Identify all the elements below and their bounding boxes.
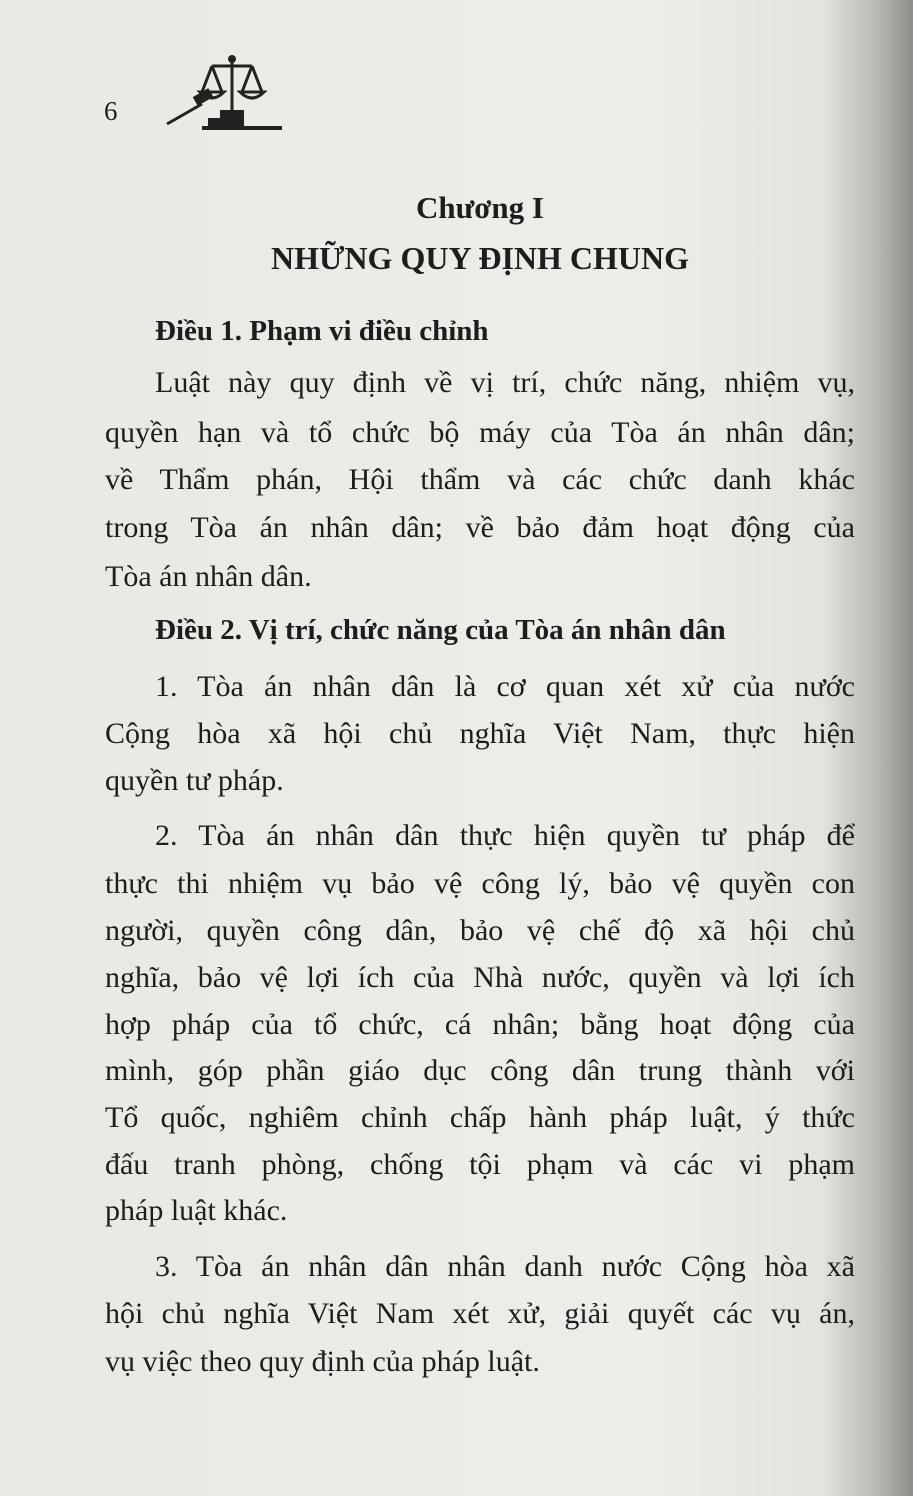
clause-2-line: hợp pháp của tổ chức, cá nhân; bằng hoạt động của xyxy=(105,1008,855,1041)
article-1-line: quyền hạn và tổ chức bộ máy của Tòa án nhân dân; xyxy=(105,416,855,449)
chapter-label: Chương I xyxy=(416,190,544,225)
article-1-line: trong Tòa án nhân dân; về bảo đảm hoạt động của xyxy=(105,511,855,544)
clause-2-line: pháp luật khác. xyxy=(105,1194,288,1227)
clause-3-line: 3. Tòa án nhân dân nhân danh nước Cộng hòa xã xyxy=(155,1250,855,1283)
article-1-line: Luật này quy định về vị trí, chức năng, nhiệm vụ, xyxy=(155,366,855,399)
scales-of-justice-gavel-icon xyxy=(162,52,292,132)
clause-2-line: Tổ quốc, nghiêm chỉnh chấp hành pháp luật, ý thức xyxy=(105,1101,855,1134)
page-number: 6 xyxy=(104,96,118,126)
clause-1-line: quyền tư pháp. xyxy=(105,764,284,797)
clause-2-line: đấu tranh phòng, chống tội phạm và các vi phạm xyxy=(105,1148,855,1181)
clause-1-line: 1. Tòa án nhân dân là cơ quan xét xử của nước xyxy=(155,670,855,703)
article-1-heading: Điều 1. Phạm vi điều chỉnh xyxy=(155,315,489,347)
clause-1-line: Cộng hòa xã hội chủ nghĩa Việt Nam, thực hiện xyxy=(105,717,855,750)
clause-3-line: vụ việc theo quy định của pháp luật. xyxy=(105,1345,540,1378)
article-2-heading: Điều 2. Vị trí, chức năng của Tòa án nhân dân xyxy=(155,614,726,646)
clause-2-line: người, quyền công dân, bảo vệ chế độ xã hội chủ xyxy=(105,914,855,947)
chapter-title: NHỮNG QUY ĐỊNH CHUNG xyxy=(270,240,690,276)
clause-2-line: thực thi nhiệm vụ bảo vệ công lý, bảo vệ quyền con xyxy=(105,867,855,900)
article-1-line: Tòa án nhân dân. xyxy=(105,560,312,593)
clause-2-line: mình, góp phần giáo dục công dân trung thành với xyxy=(105,1054,855,1087)
page-header xyxy=(104,52,304,132)
clause-3-line: hội chủ nghĩa Việt Nam xét xử, giải quyết các vụ án, xyxy=(105,1297,855,1330)
article-1-line: về Thẩm phán, Hội thẩm và các chức danh khác xyxy=(105,463,855,496)
clause-2-line: 2. Tòa án nhân dân thực hiện quyền tư pháp để xyxy=(155,819,855,852)
clause-2-line: nghĩa, bảo vệ lợi ích của Nhà nước, quyền và lợi ích xyxy=(105,961,855,994)
